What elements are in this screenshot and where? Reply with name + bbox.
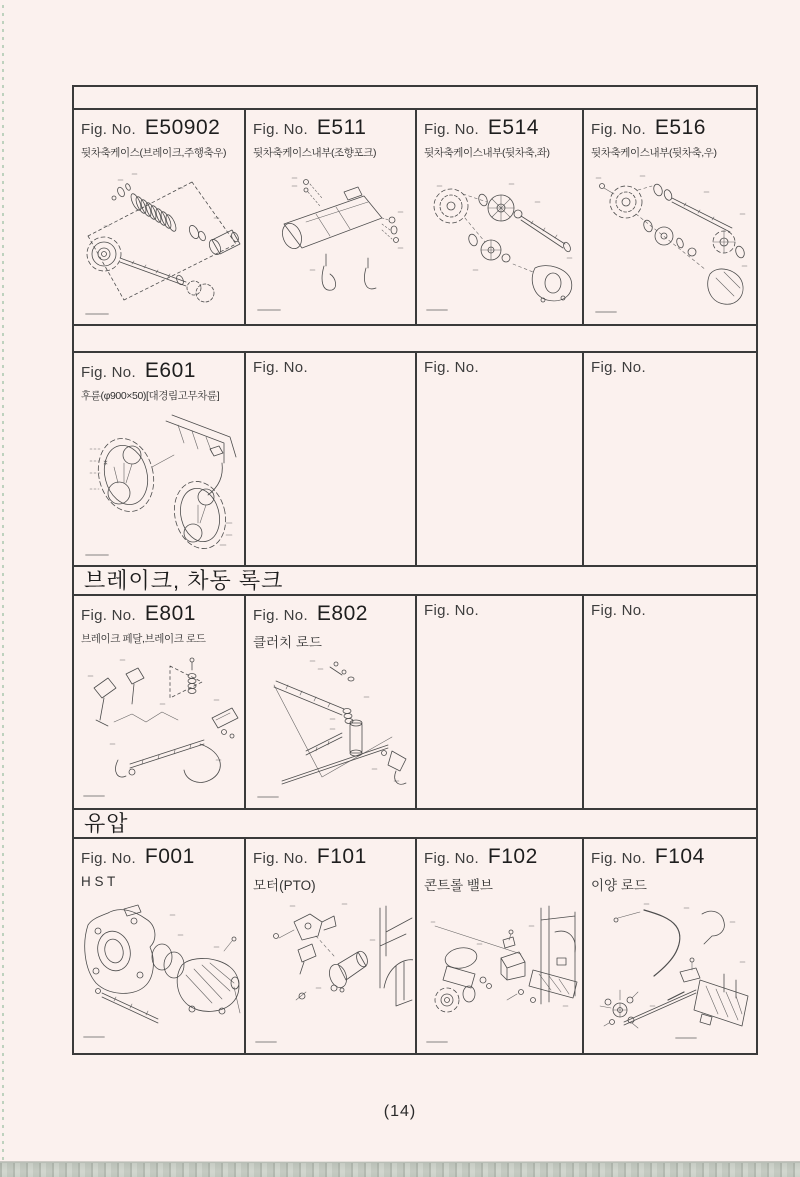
diagram-f104-transplant-rod [584, 896, 752, 1048]
diagram-e511-axle-case-interior [246, 162, 413, 322]
fig-no-label: Fig. No. [424, 121, 479, 138]
cell-e601 [74, 353, 246, 565]
page-number: (14) [383, 1103, 417, 1120]
figure-description: 이양 로드 [591, 878, 647, 893]
cell-f104 [584, 839, 756, 1053]
figure-description: 콘트롤 밸브 [424, 878, 493, 893]
figure-description: 브레이크 페달,브레이크 로드 [81, 633, 206, 645]
fig-no-label: Fig. No. [253, 850, 308, 867]
figure-header [246, 353, 415, 377]
fig-no-label: Fig. No. [424, 602, 479, 619]
diagram-e601-rear-wheels [74, 405, 242, 563]
figure-header [74, 110, 244, 140]
figure-header [246, 596, 415, 626]
figure-header [584, 839, 756, 869]
cell-empty-3 [584, 353, 756, 565]
figure-number: E802 [316, 602, 368, 625]
fig-no-label: Fig. No. [81, 607, 136, 624]
figure-number: E514 [487, 116, 539, 139]
cell-e514 [417, 110, 584, 324]
figure-number: F102 [487, 845, 538, 868]
section-title-hydraulic: 유압 [84, 811, 129, 836]
figure-header [584, 596, 756, 620]
cell-e511 [246, 110, 417, 324]
cell-f001 [74, 839, 246, 1053]
fig-no-label: Fig. No. [253, 121, 308, 138]
diagram-f101-pto-motor [246, 896, 413, 1048]
section-row-brake [74, 567, 756, 596]
cell-empty-1 [246, 353, 417, 565]
fig-no-label: Fig. No. [591, 602, 646, 619]
cell-empty-2 [417, 353, 584, 565]
figure-header [246, 110, 415, 140]
figure-number: E516 [654, 116, 706, 139]
cell-e802 [246, 596, 417, 808]
section-row-hydraulic [74, 810, 756, 839]
fig-no-label: Fig. No. [81, 364, 136, 381]
figure-number: F101 [316, 845, 367, 868]
figure-number: E511 [316, 116, 367, 139]
figure-description: 뒷차축케이스(브레이크,주행축우) [81, 147, 227, 159]
figure-description: 뒷차축케이스내부(뒷차축,우) [591, 147, 717, 159]
diagram-e514-rear-axle-left [417, 162, 580, 322]
fig-no-label: Fig. No. [591, 121, 646, 138]
figure-number: F104 [654, 845, 705, 868]
cell-empty-4 [417, 596, 584, 808]
figure-header [74, 596, 244, 626]
figure-number: F001 [144, 845, 195, 868]
figure-row-4 [74, 839, 756, 1053]
figure-header [74, 353, 244, 383]
figure-header [246, 839, 415, 869]
fig-no-label: Fig. No. [424, 850, 479, 867]
figure-row-2 [74, 353, 756, 567]
cell-e50902 [74, 110, 246, 324]
figure-header [417, 110, 582, 140]
diagram-e516-rear-axle-right [584, 162, 752, 322]
diagram-e801-brake-pedal-rod [74, 648, 242, 806]
figure-number: E50902 [144, 116, 221, 139]
figure-header [417, 839, 582, 869]
cell-e801 [74, 596, 246, 808]
diagram-f102-control-valve [417, 896, 580, 1048]
figure-description: 뒷차축케이스내부(조향포크) [253, 147, 377, 159]
fig-no-label: Fig. No. [81, 121, 136, 138]
figure-header [417, 353, 582, 377]
diagram-e802-clutch-rod [246, 653, 413, 805]
fig-no-label: Fig. No. [253, 607, 308, 624]
scan-artifact-bottom-edge [0, 1162, 800, 1177]
figure-row-1 [74, 110, 756, 326]
diagram-e50902-exploded-axle [74, 162, 242, 322]
figure-header [417, 596, 582, 620]
cell-e516 [584, 110, 756, 324]
figure-number: E801 [144, 602, 196, 625]
table-top-spacer-row [74, 87, 756, 110]
figure-header [584, 110, 756, 140]
figure-description: 클러치 로드 [253, 635, 322, 650]
diagram-f001-hst [74, 891, 242, 1043]
fig-no-label: Fig. No. [424, 359, 479, 376]
cell-empty-5 [584, 596, 756, 808]
cell-f102 [417, 839, 584, 1053]
fig-no-label: Fig. No. [81, 850, 136, 867]
figure-description: 뒷차축케이스내부(뒷차축,좌) [424, 147, 550, 159]
fig-no-label: Fig. No. [591, 850, 646, 867]
fig-no-label: Fig. No. [591, 359, 646, 376]
scan-artifact-left-edge [2, 0, 4, 1160]
figure-number: E601 [144, 359, 196, 382]
figure-description: 모터(PTO) [253, 878, 316, 893]
figure-header [584, 353, 756, 377]
figure-description: H S T [81, 874, 116, 889]
figure-description: 후륜(φ900×50)[대경림고무차륜] [81, 390, 220, 402]
cell-f101 [246, 839, 417, 1053]
figure-header [74, 839, 244, 869]
section-title-brake-diff-lock: 브레이크, 차동 록크 [84, 568, 284, 593]
fig-no-label: Fig. No. [253, 359, 308, 376]
figure-row-3 [74, 596, 756, 810]
parts-figure-table [72, 85, 758, 1055]
table-spacer-row [74, 326, 756, 353]
